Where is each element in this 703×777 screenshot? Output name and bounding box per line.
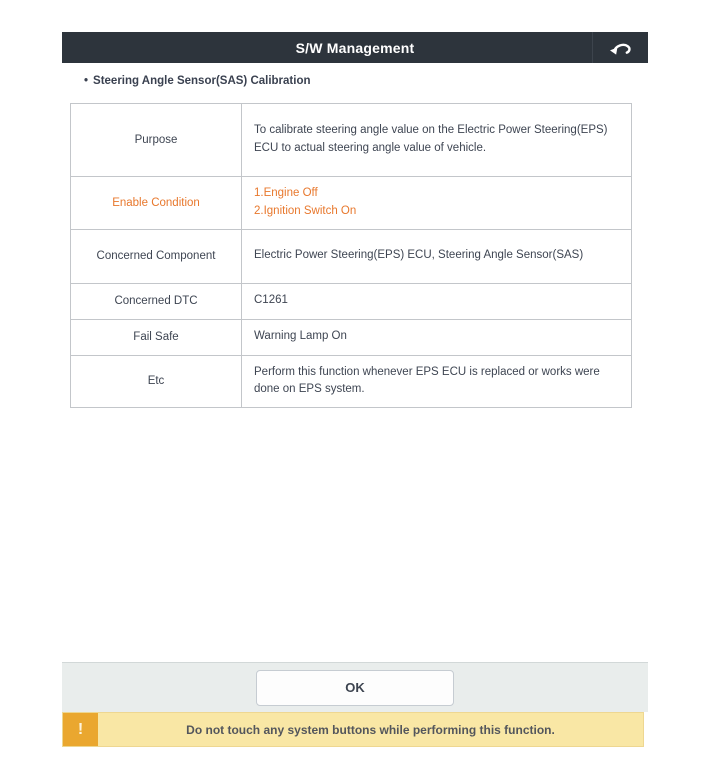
enable-condition-line: 2.Ignition Switch On bbox=[254, 204, 357, 217]
table-row-fail-safe bbox=[71, 319, 631, 355]
ok-button[interactable]: OK bbox=[256, 670, 454, 706]
return-arrow-icon bbox=[608, 39, 634, 57]
enable-condition-line: 1.Engine Off bbox=[254, 187, 318, 199]
table-row-concerned-component bbox=[71, 229, 631, 283]
row-value: Warning Lamp On bbox=[254, 330, 347, 343]
row-label: Concerned Component bbox=[71, 230, 242, 283]
bullet-marker: • bbox=[84, 75, 89, 87]
section-heading-label: Steering Angle Sensor(SAS) Calibration bbox=[93, 75, 311, 87]
section-heading bbox=[84, 75, 311, 87]
row-value: Perform this function whenever EPS ECU is replaced or works were done on EPS system. bbox=[254, 365, 600, 396]
title-bar bbox=[62, 32, 648, 63]
warning-banner bbox=[62, 712, 644, 747]
table-row-etc bbox=[71, 355, 631, 408]
row-label: Etc bbox=[71, 356, 242, 408]
page-title: S/W Management bbox=[295, 39, 415, 56]
calibration-info-table bbox=[70, 103, 632, 408]
warning-message: Do not touch any system buttons while performing this function. bbox=[186, 722, 555, 737]
table-row-concerned-dtc bbox=[71, 283, 631, 319]
table-row-enable-condition bbox=[71, 176, 631, 229]
exclamation-icon: ! bbox=[63, 713, 98, 746]
row-value: Electric Power Steering(EPS) ECU, Steering Angle Sensor(SAS) bbox=[254, 249, 584, 262]
back-button[interactable] bbox=[592, 32, 648, 63]
row-value: C1261 bbox=[254, 294, 288, 307]
row-label: Purpose bbox=[71, 104, 242, 176]
row-value: To calibrate steering angle value on the Electric Power Steering(EPS) ECU to actual steering angle value of vehicle. bbox=[254, 124, 608, 154]
row-label: Fail Safe bbox=[71, 320, 242, 355]
row-label: Enable Condition bbox=[71, 177, 242, 229]
row-label: Concerned DTC bbox=[71, 284, 242, 319]
table-row-purpose bbox=[71, 104, 631, 176]
footer-action-bar bbox=[62, 662, 648, 712]
